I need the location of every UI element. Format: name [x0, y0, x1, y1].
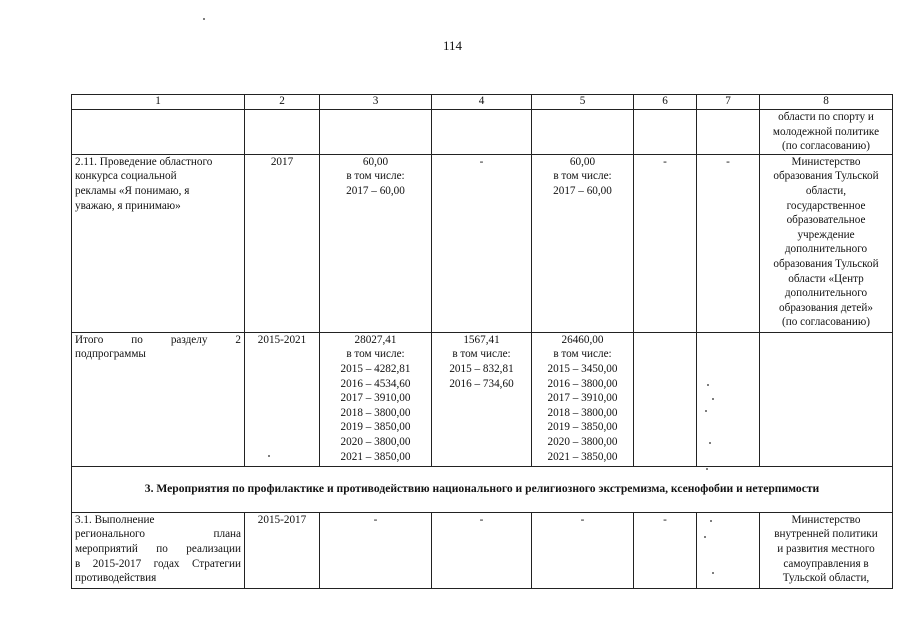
- cell-line: области «Центр: [788, 272, 864, 285]
- continuation-row: [72, 110, 893, 155]
- funding-cell: -: [532, 512, 634, 588]
- cell-line: мероприятий по реализации: [75, 542, 241, 555]
- table-cell: [245, 110, 320, 155]
- cell-line: в том числе:: [346, 348, 405, 361]
- cell-line: области,: [805, 184, 847, 197]
- cell-line: образования детей»: [779, 301, 873, 314]
- funding-cell: -: [432, 154, 532, 332]
- cell-line: 2017 – 60,00: [553, 184, 612, 197]
- column-header: 3: [320, 95, 432, 110]
- cell-line: в 2015-2017 годах Стратегии: [75, 557, 241, 570]
- program-table: [71, 94, 893, 589]
- column-header: 8: [760, 95, 893, 110]
- cell-line: регионального плана: [75, 528, 241, 541]
- funding-cell: -: [697, 154, 760, 332]
- cell-line: в том числе:: [346, 170, 405, 183]
- column-header: 5: [532, 95, 634, 110]
- cell-line: дополнительного: [784, 243, 868, 256]
- table-row: [72, 512, 893, 588]
- cell-line: 2017 – 3910,00: [547, 392, 618, 405]
- cell-line: 2015 – 4282,81: [340, 362, 411, 375]
- cell-line: 2019 – 3850,00: [340, 421, 411, 434]
- cell-line: 60,00: [569, 155, 596, 168]
- total-funding-cell: [320, 154, 432, 332]
- cell-line: 2019 – 3850,00: [547, 421, 618, 434]
- scan-speck: [203, 18, 205, 20]
- table-cell: [320, 110, 432, 155]
- cell-line: 2021 – 3850,00: [547, 450, 618, 463]
- cell-line: рекламы «Я понимаю, я: [75, 184, 190, 197]
- cell-line: образования Тульской: [773, 170, 879, 183]
- responsible-cell: [760, 110, 893, 155]
- column-header: 4: [432, 95, 532, 110]
- cell-line: 2020 – 3800,00: [340, 435, 411, 448]
- table-cell: [532, 110, 634, 155]
- column-header: 2: [245, 95, 320, 110]
- column-header: 6: [634, 95, 697, 110]
- cell-line: 2015 – 3450,00: [547, 362, 618, 375]
- cell-line: 26460,00: [561, 333, 604, 346]
- cell-line: (по согласованию): [782, 316, 870, 329]
- cell-line: и развития местного: [777, 542, 875, 555]
- cell-line: 1567,41: [463, 333, 500, 346]
- activity-name-cell: [72, 332, 245, 466]
- funding-cell: [532, 332, 634, 466]
- table-cell: [432, 110, 532, 155]
- cell-line: (по согласованию): [782, 140, 870, 153]
- cell-line: в том числе:: [553, 170, 612, 183]
- cell-line: конкурса социальной: [75, 170, 177, 183]
- cell-line: внутренней политики: [774, 528, 878, 541]
- section-title: 3. Мероприятия по профилактике и противодействию национального и религиозного экстремизма, ксенофобии и нетерпимости: [72, 466, 893, 512]
- cell-line: в том числе:: [553, 348, 612, 361]
- cell-line: 2015 – 832,81: [449, 362, 514, 375]
- column-header-row: [72, 95, 893, 110]
- cell-line: 60,00: [362, 155, 389, 168]
- cell-line: области по спорту и: [778, 111, 874, 123]
- cell-line: образования Тульской: [773, 257, 879, 270]
- table-cell: [760, 332, 893, 466]
- cell-line: молодежной политике: [772, 125, 880, 138]
- table-cell: [697, 110, 760, 155]
- cell-line: 2016 – 734,60: [449, 377, 514, 390]
- period-cell: 2015-2021: [245, 332, 320, 466]
- page-number: 114: [442, 38, 463, 53]
- section-header-row: [72, 466, 893, 512]
- funding-cell: -: [634, 154, 697, 332]
- cell-line: подпрограммы: [75, 348, 146, 361]
- cell-line: 2016 – 4534,60: [340, 377, 411, 390]
- period-cell: 2015-2017: [245, 512, 320, 588]
- cell-line: Итого по разделу 2: [75, 333, 241, 346]
- funding-cell: [532, 154, 634, 332]
- column-header: 7: [697, 95, 760, 110]
- total-funding-cell: [320, 332, 432, 466]
- cell-line: противодействия: [75, 572, 157, 585]
- cell-line: дополнительного: [784, 287, 868, 300]
- cell-line: в том числе:: [452, 348, 511, 361]
- activity-name-cell: [72, 512, 245, 588]
- cell-line: Тульской области,: [782, 572, 870, 585]
- cell-line: уважаю, я принимаю»: [75, 199, 181, 212]
- funding-cell: -: [320, 512, 432, 588]
- cell-line: самоуправления в: [783, 557, 869, 570]
- responsible-cell: [760, 154, 893, 332]
- period-cell: 2017: [245, 154, 320, 332]
- cell-line: Министерство: [791, 513, 861, 526]
- cell-line: 3.1. Выполнение: [75, 513, 155, 526]
- responsible-cell: [760, 512, 893, 588]
- table-cell: [72, 110, 245, 155]
- cell-line: 2017 – 3910,00: [340, 392, 411, 405]
- cell-line: 2017 – 60,00: [346, 184, 405, 197]
- cell-line: 2018 – 3800,00: [547, 406, 618, 419]
- cell-line: 28027,41: [354, 333, 397, 346]
- column-header: 1: [72, 95, 245, 110]
- funding-cell: -: [432, 512, 532, 588]
- total-row: [72, 332, 893, 466]
- cell-line: 2016 – 3800,00: [547, 377, 618, 390]
- table-cell: [634, 332, 697, 466]
- cell-line: 2021 – 3850,00: [340, 450, 411, 463]
- cell-line: Министерство: [791, 155, 861, 168]
- funding-cell: -: [634, 512, 697, 588]
- funding-cell: [432, 332, 532, 466]
- activity-name-cell: [72, 154, 245, 332]
- cell-line: образовательное: [786, 214, 866, 227]
- cell-line: учреждение: [797, 228, 855, 241]
- cell-line: 2018 – 3800,00: [340, 406, 411, 419]
- table-cell: [697, 332, 760, 466]
- table-cell: [634, 110, 697, 155]
- table-row: [72, 154, 893, 332]
- cell-line: 2.11. Проведение областного: [75, 155, 213, 168]
- cell-line: 2020 – 3800,00: [547, 435, 618, 448]
- cell-line: государственное: [786, 199, 866, 212]
- table-cell: [697, 512, 760, 588]
